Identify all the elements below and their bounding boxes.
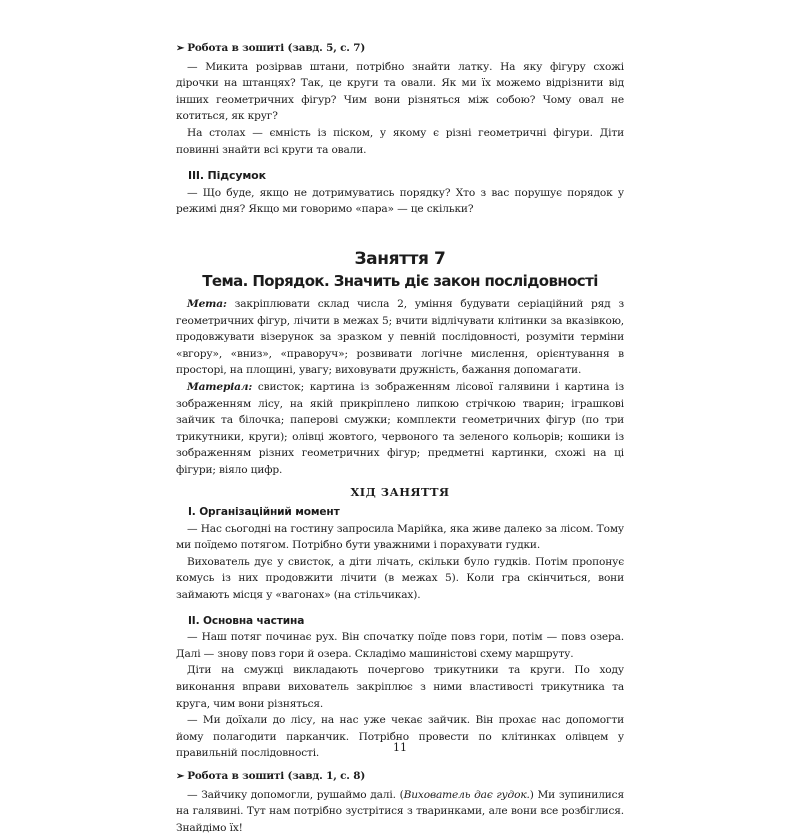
workbook-task-label: Робота в зошиті (завд. 5, с. 7) <box>187 42 366 54</box>
goal-label: Мета: <box>187 297 227 310</box>
paragraph: — Що буде, якщо не дотримуватись порядку? Хто з вас порушує порядок у режимі дня? Якщо ми говоримо «пара» — це скільки? <box>176 186 624 216</box>
session-topic: Тема. Порядок. Значить діє закон послідовності <box>202 271 598 290</box>
paragraph: — Наш потяг починає рух. Він спочатку поїде повз гори, потім — повз озера. Далі — знову повз гори й озера. Складімо машиністові схему маршруту. <box>176 631 624 660</box>
course-heading: ХІД ЗАНЯТТЯ <box>350 485 450 500</box>
paragraph: Діти на смужці викладають почергово трикутники та круги. По ходу виконання вправи вихователь закріплює з ними властивості трикутника та круга, чим вони різняться. <box>176 664 624 710</box>
text-run: ) Ми зупинилися на галявині. Тут нам потрібно зустрітися з тваринками, але вони все розбіглися. Знайдімо їх! <box>176 788 624 834</box>
workbook-task-bullet-2 <box>176 768 624 786</box>
paragraph: На столах — ємність із піском, у якому є різні геометричні фігури. Діти повинні знайти всі круги та овали. <box>176 126 624 156</box>
workbook-task-bullet <box>176 40 624 58</box>
section-heading-main: II. Основна частина <box>188 614 305 627</box>
arrow-icon: ➢ <box>176 770 185 782</box>
paragraph: — Ми доїхали до лісу, на нас уже чекає зайчик. Він прохає нас допомогти йому полагодити парканчик. Потрібно провести по клітинках олівцем у правильній послідовності. <box>176 714 624 760</box>
material-label: Матеріал: <box>187 380 253 393</box>
session-title: Заняття 7 <box>354 248 446 269</box>
material-paragraph <box>176 379 624 479</box>
arrow-icon: ➢ <box>176 43 185 54</box>
page-content <box>176 40 624 836</box>
workbook-task-label: Робота в зошиті (завд. 1, с. 8) <box>187 769 366 782</box>
stage-direction: Вихователь дає гудок. <box>403 788 530 801</box>
paragraph <box>176 787 624 836</box>
summary-heading: III. Підсумок <box>188 169 266 183</box>
page-number: 11 <box>393 741 407 754</box>
paragraph: — Нас сьогодні на гостину запросила Марійка, яка живе далеко за лісом. Тому ми поїдемо потягом. Потрібно бути уважними і порахувати гудки. <box>176 522 624 552</box>
section-heading-organizational: I. Організаційний момент <box>188 506 340 519</box>
text-run: — Зайчику допомогли, рушаймо далі. ( <box>187 788 404 801</box>
goal-text: закріплювати склад числа 2, уміння будувати серіаційний ряд з геометричних фігур, лічити в межах 5; вчити відлічувати клітинки за вказівкою, продовжувати візерунок за зразком у певній послідовності, розуміти терміни «вгору», «вниз», «праворуч»; розвивати логічне мислення, орієнтування в просторі, на площині, увагу; виховувати дружність, бажання допомагати. <box>176 297 624 377</box>
paragraph: Вихователь дує у свисток, а діти лічать, скільки було гудків. Потім пропонує комусь із них продовжити лічити (в межах 5). Коли гра скінчиться, вони займають місця у «вагонах» (на стільчиках). <box>176 555 624 602</box>
material-text: свисток; картина із зображенням лісової галявини і картина із зображенням лісу, на якій прикріплено липкою стрічкою тварин; іграшкові зайчик та білочка; паперові смужки; комплекти геометричних фігур (по три трикутники, круги); олівці жовтого, червоного та зеленого кольорів; кошики із зображенням різних геометричних фігур; предметні картинки, схожі на ці фігури; віяло цифр. <box>176 380 624 476</box>
paragraph: — Микита розірвав штани, потрібно знайти латку. На яку фігуру схожі дірочки на штанцях? Так, це круги та овали. Як ми їх можемо відрізнити від інших геометричних фігур? Чим вони різняться між собою? Чому овал не котиться, як круг? <box>176 60 624 123</box>
goal-paragraph <box>176 296 624 379</box>
